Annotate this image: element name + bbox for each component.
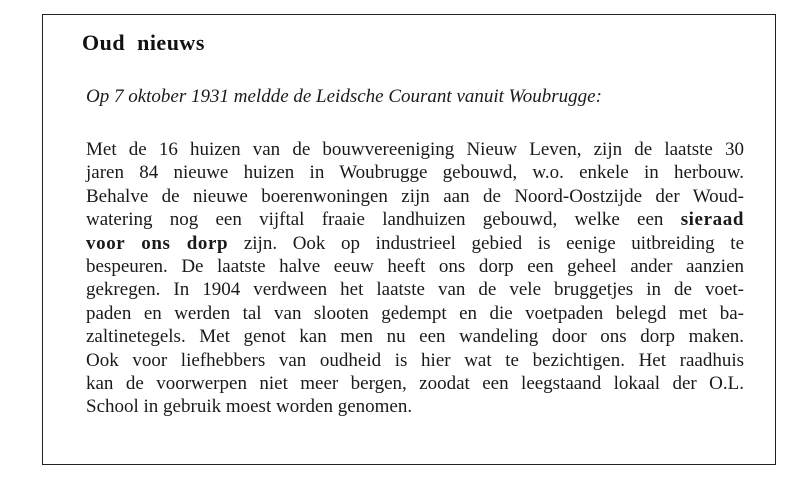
body-line xyxy=(86,232,744,255)
emphasis-text: voor ons dorp xyxy=(86,232,229,254)
body-line: Met de 16 huizen van de bouwvereeniging Nieuw Leven, zijn de laatste 30 xyxy=(86,139,744,160)
body-line-text: watering nog een vijftal fraaie landhuizen gebouwd, welke een xyxy=(86,209,664,231)
body-line: kan de voorwerpen niet meer bergen, zoodat een leegstaand lokaal der O.L. xyxy=(86,373,744,395)
emphasis-text: sieraad xyxy=(680,209,744,231)
body-line: bespeuren. De laatste halve eeuw heeft ons dorp een geheel ander aanzien xyxy=(86,256,744,278)
article-title: Oud nieuws xyxy=(82,30,205,55)
body-line: Ook voor liefhebbers van oudheid is hier wat te bezichtigen. Het raadhuis xyxy=(86,349,744,371)
body-line: gekregen. In 1904 verdween het laatste van de vele bruggetjes in de voet- xyxy=(86,279,744,301)
body-line: School in gebruik moest worden genomen. xyxy=(86,396,413,418)
article-intro: Op 7 oktober 1931 meldde de Leidsche Courant vanuit Woubrugge: xyxy=(86,86,602,107)
body-line xyxy=(86,208,744,231)
body-line: jaren 84 nieuwe huizen in Woubrugge gebouwd, w.o. enkele in herbouw. xyxy=(86,162,744,184)
body-line: zaltinetegels. Met genot kan men nu een wandeling door ons dorp maken. xyxy=(86,326,744,348)
body-line: paden en werden tal van slooten gedempt en die voetpaden belegd met ba- xyxy=(86,302,744,324)
body-line-text: zijn. Ook op industrieel gebied is eenige uitbreiding te xyxy=(243,232,745,254)
body-line: Behalve de nieuwe boerenwoningen zijn aan de Noord-Oostzijde der Woud- xyxy=(86,185,744,207)
article-body xyxy=(86,138,744,419)
